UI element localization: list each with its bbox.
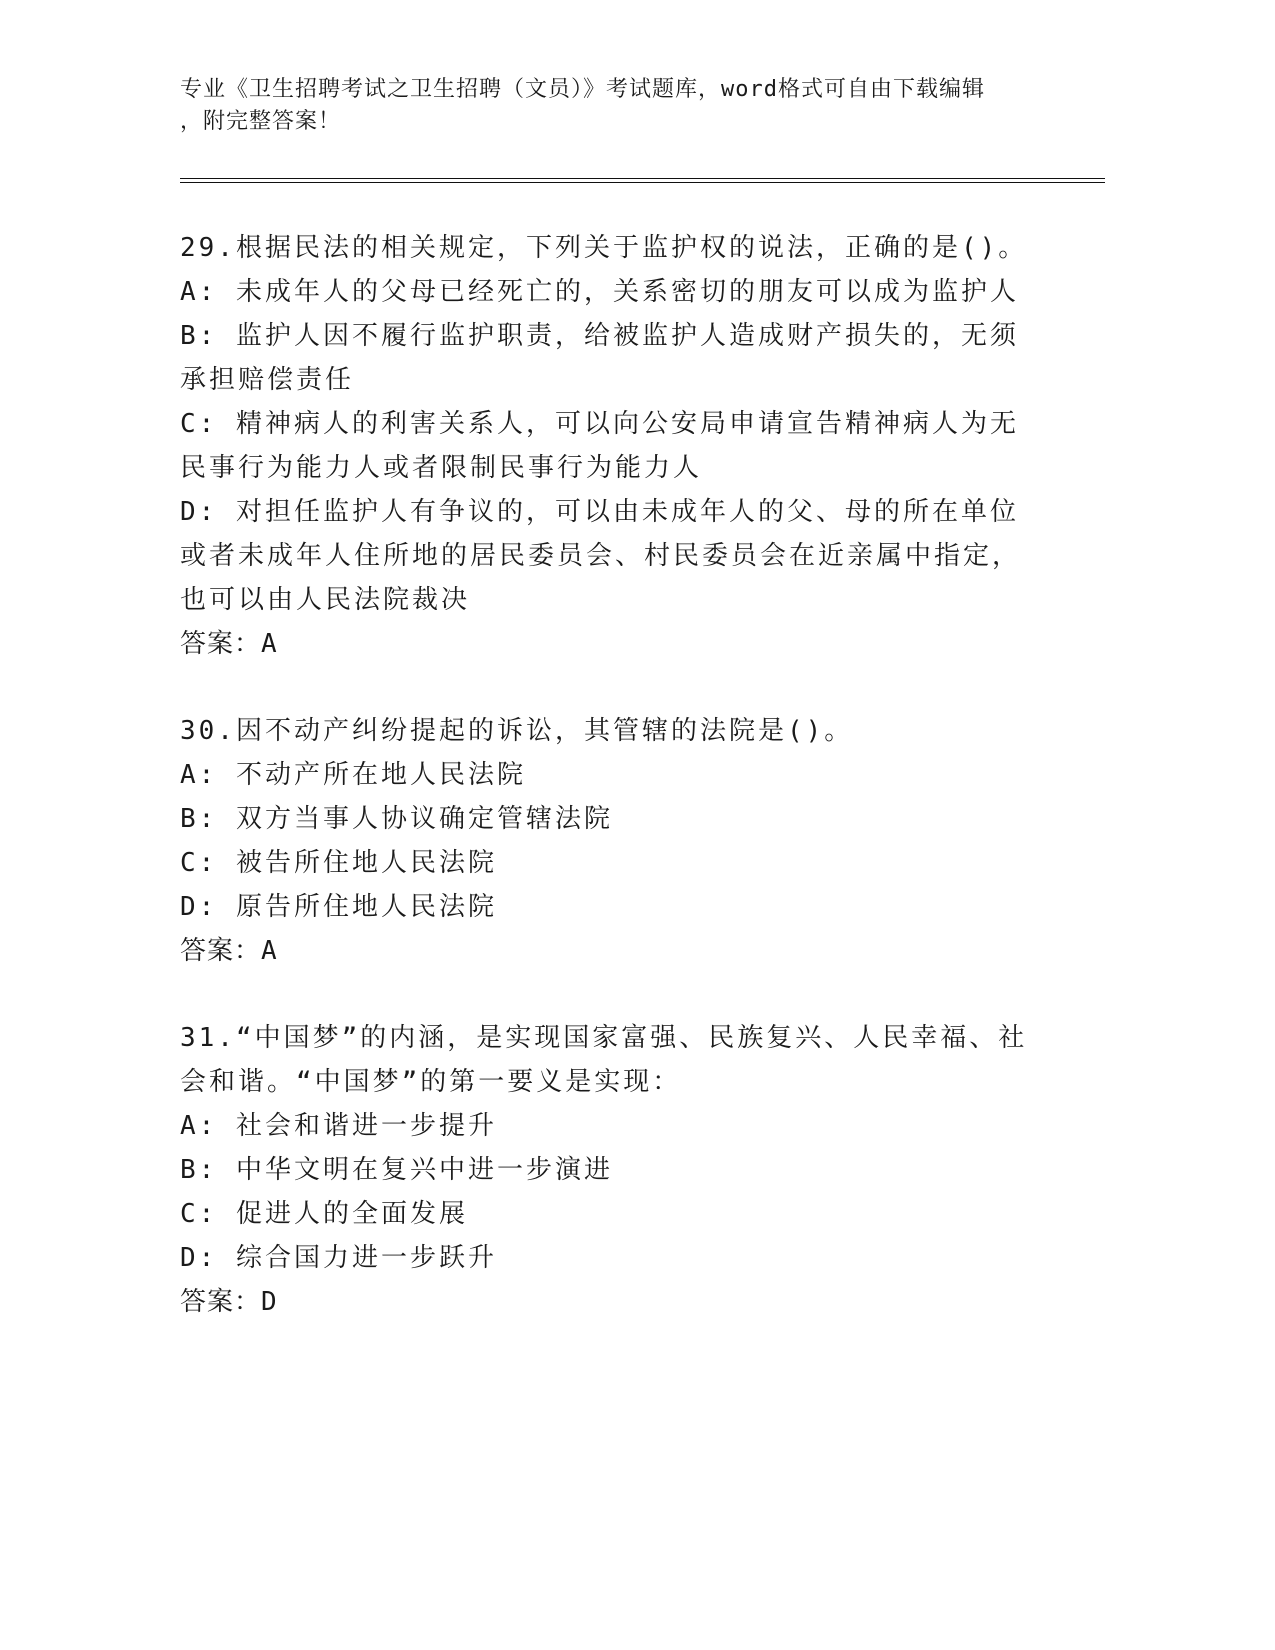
option-text: 综合国力进一步跃升 xyxy=(235,1243,497,1273)
option-label: A: xyxy=(180,760,218,790)
option-b xyxy=(180,797,1040,841)
question-stem: 30.因不动产纠纷提起的诉讼，其管辖的法院是()。 xyxy=(180,716,854,746)
option-c xyxy=(180,841,1040,885)
question-30 xyxy=(180,709,1040,973)
option-text: 监护人因不履行监护职责，给被监护人造成财产损失的，无须承担赔偿责任 xyxy=(180,321,1019,395)
option-text: 不动产所在地人民法院 xyxy=(235,760,526,790)
option-d xyxy=(180,1236,1040,1280)
answer-line xyxy=(180,929,1040,973)
option-c xyxy=(180,402,1040,490)
option-a xyxy=(180,753,1040,797)
header-divider xyxy=(180,178,1105,183)
document-header xyxy=(180,74,1060,138)
option-d xyxy=(180,885,1040,929)
option-text: 未成年人的父母已经死亡的，关系密切的朋友可以成为监护人 xyxy=(235,277,1019,307)
question-29 xyxy=(180,226,1040,666)
option-text: 精神病人的利害关系人，可以向公安局申请宣告精神病人为无民事行为能力人或者限制民事行为能力人 xyxy=(180,409,1019,483)
option-b xyxy=(180,1148,1040,1192)
option-label: B: xyxy=(180,804,218,834)
option-label: D: xyxy=(180,892,218,922)
option-text: 被告所住地人民法院 xyxy=(235,848,497,878)
option-text: 原告所住地人民法院 xyxy=(235,892,497,922)
option-b xyxy=(180,314,1040,402)
option-text: 促进人的全面发展 xyxy=(235,1199,468,1229)
header-line-1: 专业《卫生招聘考试之卫生招聘（文员）》考试题库，word格式可自由下载编辑 xyxy=(180,77,985,102)
option-d xyxy=(180,490,1040,622)
question-list xyxy=(180,226,1040,1367)
option-label: D: xyxy=(180,497,218,527)
answer-value: D xyxy=(261,1287,278,1317)
header-line-2: ，附完整答案！ xyxy=(180,109,342,134)
option-c xyxy=(180,1192,1040,1236)
option-label: C: xyxy=(180,1199,218,1229)
option-text: 对担任监护人有争议的，可以由未成年人的父、母的所在单位或者未成年人住所地的居民委员会、村民委员会在近亲属中指定，也可以由人民法院裁决 xyxy=(180,497,1022,615)
option-label: B: xyxy=(180,321,218,351)
answer-line xyxy=(180,622,1040,666)
option-text: 中华文明在复兴中进一步演进 xyxy=(235,1155,613,1185)
answer-label: 答案： xyxy=(180,1287,262,1317)
option-text: 社会和谐进一步提升 xyxy=(235,1111,497,1141)
option-a xyxy=(180,1104,1040,1148)
question-stem: 29.根据民法的相关规定，下列关于监护权的说法，正确的是()。 xyxy=(180,233,1028,263)
question-31 xyxy=(180,1016,1040,1324)
option-label: A: xyxy=(180,1111,218,1141)
answer-label: 答案： xyxy=(180,936,262,966)
answer-line xyxy=(180,1280,1040,1324)
option-label: D: xyxy=(180,1243,218,1273)
option-a xyxy=(180,270,1040,314)
answer-value: A xyxy=(261,629,278,659)
option-label: C: xyxy=(180,848,218,878)
option-label: A: xyxy=(180,277,218,307)
option-label: B: xyxy=(180,1155,218,1185)
option-label: C: xyxy=(180,409,218,439)
answer-value: A xyxy=(261,936,278,966)
question-stem: 31.“中国梦”的内涵，是实现国家富强、民族复兴、人民幸福、社会和谐。“中国梦”的第一要义是实现： xyxy=(180,1023,1028,1097)
option-text: 双方当事人协议确定管辖法院 xyxy=(235,804,613,834)
answer-label: 答案： xyxy=(180,629,262,659)
